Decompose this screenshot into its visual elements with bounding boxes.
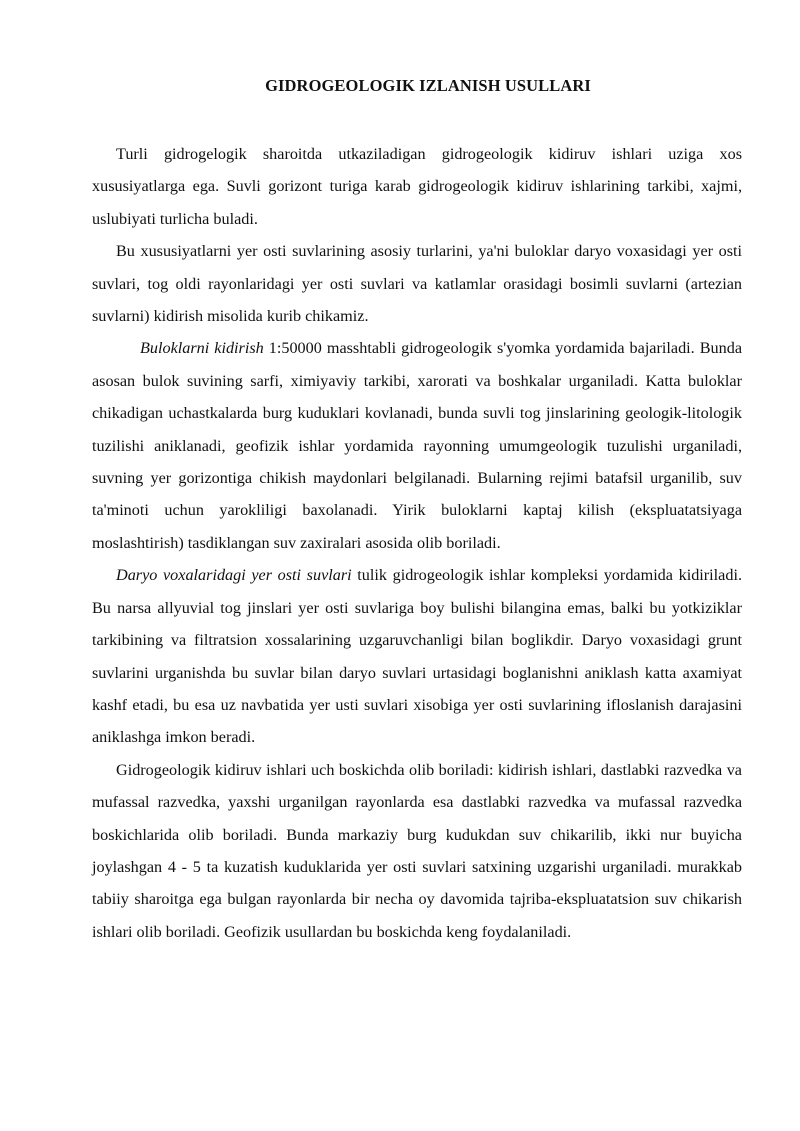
paragraph-groundwater-types [92,235,742,332]
paragraph-text: Turli gidrogelogik sharoitda utkaziladigan gidrogeologik kidiruv ishlari uziga xos xususiyatlarga ega. Suvli gorizont turiga karab gidrogeologik kidiruv ishlarining tarkibi, xajmi, uslubiyati turlicha buladi. [92,145,742,228]
paragraph-springs-search [92,332,742,559]
paragraph-intro [92,138,742,235]
page-title: GIDROGEOLOGIK IZLANISH USULLARI [265,76,591,95]
paragraph-text: 1:50000 masshtabli gidrogeologik s'yomka yordamida bajariladi. Bunda asosan bulok suvining sarfi, ximiyaviy tarkibi, xarorati va boshkalar urganiladi. Katta buloklar chikadigan uchastkalarda burg kuduklari kovlanadi, bunda suvli tog jinslarining geologik-litologik tuzilishi aniklanadi, geofizik ishlar yordamida rayonning umumgeologik tuzulishi urganiladi, suvning yer gorizontiga chikish maydonlari belgilanadi. Bularning rejimi batafsil urganilib, suv ta'minoti uchun yarokliligi baxolanadi. Yirik buloklarni kaptaj kilish (ekspluatatsiyaga moslashtirish) tasdiklangan suv zaxiralari asosida olib boriladi. [92,339,742,552]
paragraph-river-valleys [92,559,742,753]
paragraph-lead-italic: Daryo voxalaridagi yer osti suvlari [116,566,352,585]
paragraph-exploration-stages [92,754,742,948]
paragraph-text: tulik gidrogeologik ishlar kompleksi yordamida kidiriladi. Bu narsa allyuvial tog jinslari yer osti suvlariga boy bulishi bilangina emas, balki bu yotkiziklar tarkibining va filtratsion xossalarining uzgaruvchanligi bilan boglikdir. Daryo voxasidagi grunt suvlarini urganishda bu suvlar bilan daryo suvlari urtasidagi boglanishni aniklash katta axamiyat kashf etadi, bu esa uz navbatida yer usti suvlari xisobiga yer osti suvlarining ifloslanish darajasini aniklashga imkon beradi. [92,566,742,747]
paragraph-text: Bu xususiyatlarni yer osti suvlarining asosiy turlarini, ya'ni buloklar daryo voxasidagi yer osti suvlari, tog oldi rayonlaridagi yer osti suvlari va katlamlar orasidagi bosimli suvlarni (artezian suvlarni) kidirish misolida kurib chikamiz. [92,242,742,326]
document-body [92,138,742,948]
paragraph-text: Gidrogeologik kidiruv ishlari uch boskichda olib boriladi: kidirish ishlari, dastlabki razvedka va mufassal razvedka, yaxshi urganilgan rayonlarda esa dastlabki razvedka va mufassal razvedka boskichlarida olib boriladi. Bunda markaziy burg kudukdan suv chikarilib, ikki nur buyicha joylashgan 4 - 5 ta kuzatish kuduklarida yer osti suvlari satxining uzgarishi urganiladi. murakkab tabiiy sharoitga ega bulgan rayonlarda bir necha oy davomida tajriba-ekspluatatsion suv chikarish ishlari olib boriladi. Geofizik usullardan bu boskichda keng foydalaniladi. [92,760,742,941]
paragraph-lead-italic: Buloklarni kidirish [140,339,264,358]
